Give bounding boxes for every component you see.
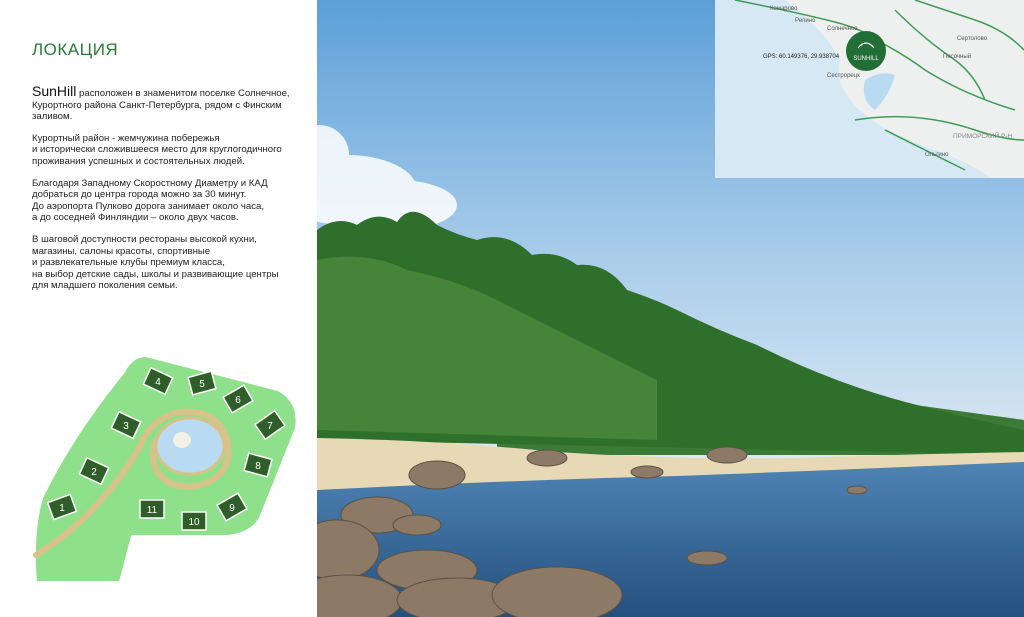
- plot-label-5: 5: [199, 379, 205, 390]
- plot-10[interactable]: [182, 512, 206, 530]
- sunhill-logo-marker[interactable]: [846, 31, 886, 71]
- map-label-komarovo: Комарово: [770, 6, 798, 12]
- page-title: ЛОКАЦИЯ: [32, 40, 119, 59]
- text-panel: [0, 0, 317, 617]
- gps-coordinates: GPS: 60.149376, 29.938704: [763, 54, 840, 60]
- plot-label-2: 2: [91, 467, 97, 478]
- map-label-sertolovo: Сертолово: [957, 36, 988, 42]
- plot-11[interactable]: [140, 500, 164, 518]
- site-plan-lake-island: [173, 432, 191, 448]
- description: [32, 83, 304, 302]
- paragraph-infrastructure: В шаговой доступности рестораны высокой кухни, магазины, салоны красоты, спортивные и развлекательные клубы премиум класса, на выбор детские сады, школы и развивающие центры для младшего поколения семьи.: [32, 233, 279, 292]
- map-label-pesochny: Песочный: [943, 54, 972, 60]
- plot-label-1: 1: [59, 503, 65, 514]
- map-label-olgino: Ольгино: [925, 152, 949, 158]
- map-logo-label: SUNHILL: [853, 56, 879, 62]
- plot-label-11: 11: [146, 505, 158, 516]
- plot-label-10: 10: [188, 517, 200, 528]
- site-plan: [28, 350, 304, 590]
- paragraph-transport: Благодаря Западному Скоростному Диаметру и КАД добраться до центра города можно за 30 минут. До аэропорта Пулково дорога занимает около часа, а до соседней Финляндии – около двух часов.: [32, 177, 268, 224]
- plot-label-4: 4: [155, 377, 161, 388]
- brand-name: SunHill: [32, 83, 77, 99]
- paragraph-district: Курортный район - жемчужина побережья и исторически сложившееся место для круглогодичного проживания успешных и состоятельных людей.: [32, 132, 282, 167]
- map-label-repino: Репино: [795, 18, 816, 24]
- map-label-sestroretsk: Сестрорецк: [827, 73, 860, 79]
- plot-label-7: 7: [267, 421, 273, 432]
- map-label-primorsky: ПРИМОРСКИЙ Р-Н: [953, 133, 1013, 140]
- plot-label-6: 6: [235, 395, 241, 406]
- location-map: [715, 0, 1024, 178]
- plot-label-9: 9: [229, 503, 235, 514]
- site-plan-lake: [156, 418, 224, 474]
- paragraph-intro: [32, 83, 304, 123]
- paragraph-intro-text: расположен в знаменитом поселке Солнечное, Курортного района Санкт-Петербурга, рядом с Финским заливом.: [32, 88, 290, 123]
- map-label-solnechnoe: Солнечное: [827, 26, 858, 32]
- plot-label-8: 8: [255, 461, 261, 472]
- plot-label-3: 3: [123, 421, 129, 432]
